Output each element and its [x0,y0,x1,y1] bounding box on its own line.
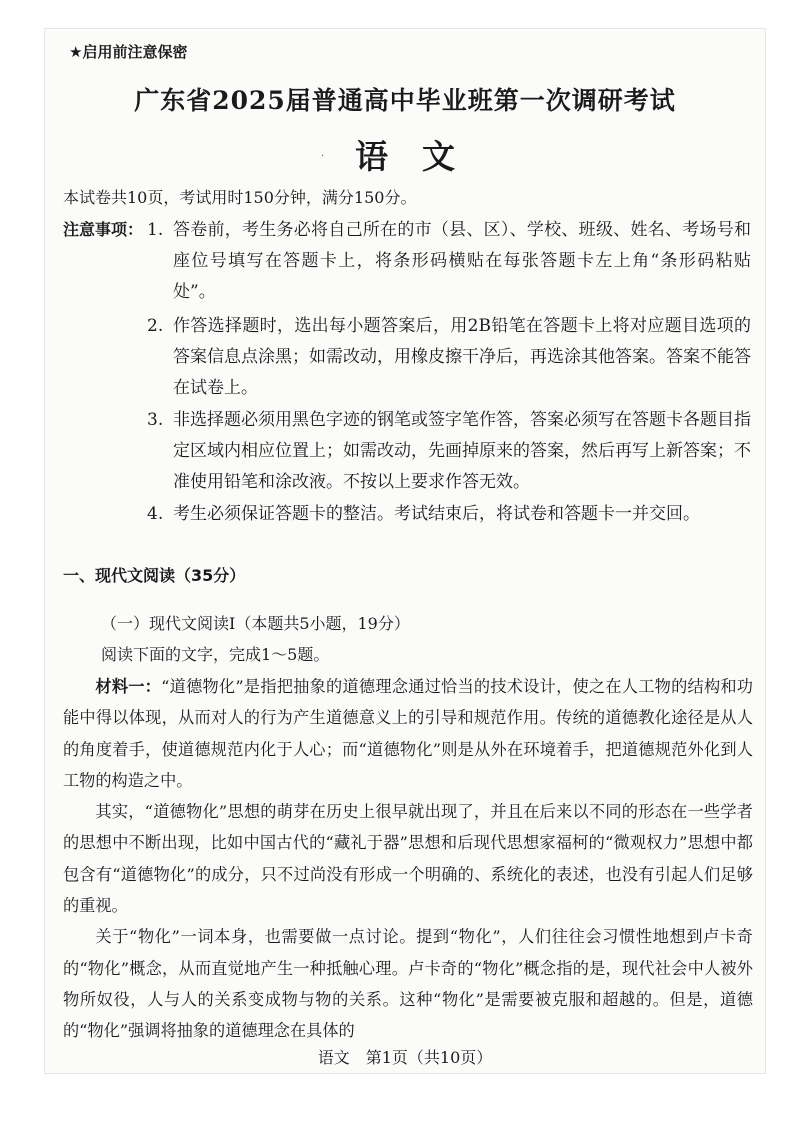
section-heading: 一、现代文阅读（35分） [63,566,246,585]
note-text: 考生必须保证答题卡的整洁。考试结束后，将试卷和答题卡一并交回。 [173,504,700,524]
note-number: 3. [147,410,164,430]
notes-label: 注意事项： [63,220,144,239]
note-item [147,311,751,404]
dot-mark: · [321,151,325,162]
reading-instruction: 阅读下面的文字，完成1～5题。 [101,645,330,664]
note-number: 2. [147,316,164,336]
note-item [147,499,751,530]
note-item [147,405,751,498]
passage-paragraph: 关于“物化”一词本身，也需要做一点讨论。提到“物化”，人们往往会习惯性地想到卢卡奇的“物化”概念，从而直觉地产生一种抵触心理。卢卡奇的“物化”概念指的是，现代社会中人被外物所奴役，人与人的关系变成物与物的关系。这种“物化”是需要被克服和超越的。但是，道德的“物化”强调将抽象的道德理念在具体的 [63,927,753,1041]
page-footer: 语文 第1页（共10页） [317,1048,493,1067]
passage-paragraph: 其实，“道德物化”思想的萌芽在历史上很早就出现了，并且在后来以不同的形态在一些学者的思想中不断出现，比如中国古代的“藏礼于器”思想和后现代思想家福柯的“微观权力”思想中都包含有“道德物化”的成分，只不过尚没有形成一个明确的、系统化的表述，也没有引起人们足够的重视。 [63,802,753,916]
confidential-notice: ★启用前注意保密 [69,43,188,61]
note-text: 答卷前，考生务必将自己所在的市（县、区）、学校、班级、姓名、考场号和座位号填写在答题卡上，将条形码横贴在每张答题卡左上角“条形码粘贴处”。 [173,220,751,302]
subject-title: 语文 [355,137,489,176]
exam-page [44,28,766,1074]
exam-intro: 本试卷共10页，考试用时150分钟，满分150分。 [63,188,417,207]
note-text: 作答选择题时，选出每小题答案后，用2B铅笔在答题卡上将对应题目选项的答案信息点涂黑；如需改动，用橡皮擦干净后，再选涂其他答案。答案不能答在试卷上。 [173,316,751,398]
note-text: 非选择题必须用黑色字迹的钢笔或签字笔作答，答案必须写在答题卡各题目指定区域内相应位置上；如需改动，先画掉原来的答案，然后再写上新答案；不准使用铅笔和涂改液。不按以上要求作答无效。 [173,410,751,492]
exam-title: 广东省2025届普通高中毕业班第一次调研考试 [134,86,676,115]
passage-paragraph [63,671,753,796]
material-label: 材料一： [95,677,162,696]
note-number: 1. [147,220,164,240]
reading-passage [63,671,753,1047]
subsection-heading: （一）现代文阅读Ⅰ（本题共5小题，19分） [101,614,410,633]
note-number: 4. [147,504,164,524]
paragraph-text: “道德物化”是指把抽象的道德理念通过恰当的技术设计，使之在人工物的结构和功能中得以体现，从而对人的行为产生道德意义上的引导和规范作用。传统的道德教化途径是从人的角度着手，使道德规范内化于人心；而“道德物化”则是从外在环境着手，把道德规范外化到人工物的构造之中。 [63,677,753,790]
note-item [147,215,751,308]
